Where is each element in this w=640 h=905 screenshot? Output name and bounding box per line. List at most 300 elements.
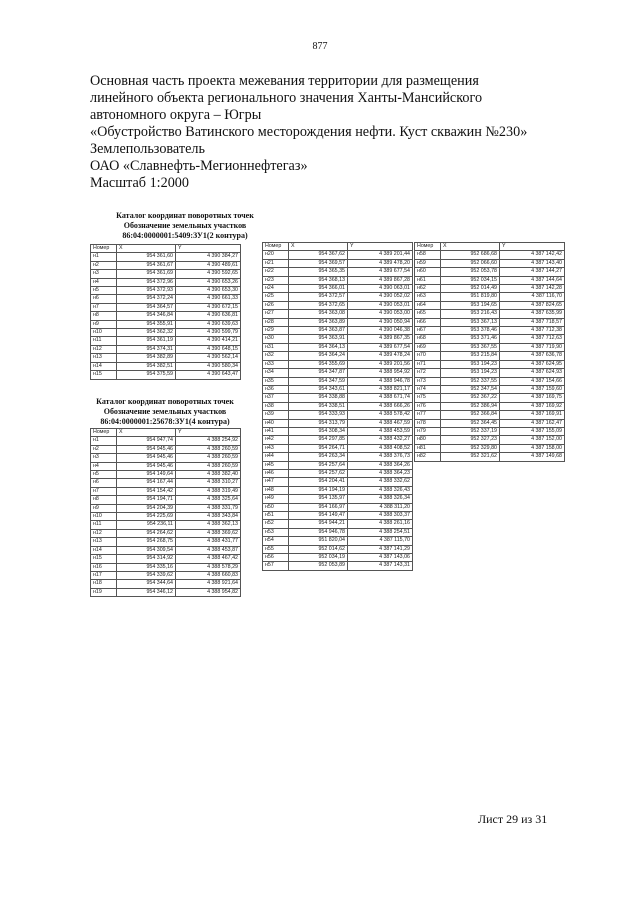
column-header-x: X xyxy=(117,429,176,437)
x-coordinate: 954 335,16 xyxy=(117,563,176,571)
x-coordinate: 954 362,32 xyxy=(117,329,176,337)
column-header-y: Y xyxy=(348,243,413,251)
point-number: н12 xyxy=(91,345,117,353)
point-number: н1 xyxy=(91,253,117,261)
table-row xyxy=(263,562,413,570)
x-coordinate: 952 066,60 xyxy=(441,259,500,267)
table-row xyxy=(263,545,413,553)
point-number: н9 xyxy=(91,320,117,328)
point-number: н2 xyxy=(91,445,117,453)
point-number: н2 xyxy=(91,261,117,269)
table-row xyxy=(263,520,413,528)
y-coordinate: 4 387 635,99 xyxy=(500,310,565,318)
y-coordinate: 4 388 303,37 xyxy=(348,512,413,520)
column-header-number: Номер xyxy=(91,245,117,253)
table-row xyxy=(263,251,413,259)
table-row xyxy=(263,419,413,427)
table-row xyxy=(263,427,413,435)
y-coordinate: 4 388 467,59 xyxy=(348,419,413,427)
x-coordinate: 954 264,62 xyxy=(117,529,176,537)
header-line: Масштаб 1:2000 xyxy=(90,175,189,191)
point-number: н13 xyxy=(91,354,117,362)
table-row xyxy=(415,352,565,360)
table-row xyxy=(91,437,241,445)
table-row xyxy=(263,503,413,511)
y-coordinate: 4 388 408,52 xyxy=(348,444,413,452)
y-coordinate: 4 388 954,82 xyxy=(176,588,241,596)
table-row xyxy=(415,301,565,309)
x-coordinate: 954 346,12 xyxy=(117,588,176,596)
x-coordinate: 951 820,04 xyxy=(289,537,348,545)
y-coordinate: 4 387 144,64 xyxy=(500,276,565,284)
y-coordinate: 4 388 362,13 xyxy=(176,521,241,529)
y-coordinate: 4 390 050,94 xyxy=(348,318,413,326)
point-number: н62 xyxy=(415,285,441,293)
y-coordinate: 4 390 648,15 xyxy=(176,345,241,353)
x-coordinate: 952 347,54 xyxy=(441,385,500,393)
x-coordinate: 953 194,23 xyxy=(441,369,500,377)
table-row xyxy=(91,479,241,487)
point-number: н60 xyxy=(415,268,441,276)
y-coordinate: 4 388 325,64 xyxy=(176,496,241,504)
y-coordinate: 4 388 260,59 xyxy=(176,454,241,462)
y-coordinate: 4 388 453,59 xyxy=(348,427,413,435)
column-header-number: Номер xyxy=(91,429,117,437)
x-coordinate: 954 369,57 xyxy=(289,259,348,267)
table-row xyxy=(263,276,413,284)
y-coordinate: 4 387 141,29 xyxy=(348,545,413,553)
table-row xyxy=(91,529,241,537)
y-coordinate: 4 390 599,79 xyxy=(176,329,241,337)
x-coordinate: 954 361,19 xyxy=(117,337,176,345)
table-row xyxy=(91,454,241,462)
x-coordinate: 952 337,19 xyxy=(441,427,500,435)
table-row xyxy=(415,327,565,335)
table-row xyxy=(415,377,565,385)
page-number: 877 xyxy=(312,41,328,52)
x-coordinate: 952 053,89 xyxy=(289,562,348,570)
y-coordinate: 4 387 824,65 xyxy=(500,301,565,309)
table-row xyxy=(91,563,241,571)
y-coordinate: 4 389 478,20 xyxy=(348,259,413,267)
table-row xyxy=(91,278,241,286)
x-coordinate: 954 346,84 xyxy=(117,312,176,320)
table-row xyxy=(415,259,565,267)
x-coordinate: 952 364,45 xyxy=(441,419,500,427)
point-number: н55 xyxy=(263,545,289,553)
x-coordinate: 954 268,75 xyxy=(117,538,176,546)
point-number: н34 xyxy=(263,369,289,377)
y-coordinate: 4 388 431,77 xyxy=(176,538,241,546)
table-row xyxy=(91,261,241,269)
y-coordinate: 4 387 712,38 xyxy=(500,327,565,335)
x-coordinate: 952 034,19 xyxy=(289,554,348,562)
y-coordinate: 4 387 158,00 xyxy=(500,444,565,452)
point-number: н67 xyxy=(415,327,441,335)
table-row xyxy=(263,512,413,520)
x-coordinate: 952 386,94 xyxy=(441,402,500,410)
table-row xyxy=(263,385,413,393)
table-row xyxy=(91,445,241,453)
y-coordinate: 4 388 453,87 xyxy=(176,546,241,554)
point-number: н17 xyxy=(91,571,117,579)
point-number: н4 xyxy=(91,278,117,286)
table-row xyxy=(263,411,413,419)
x-coordinate: 954 945,46 xyxy=(117,445,176,453)
x-coordinate: 954 382,51 xyxy=(117,362,176,370)
point-number: н28 xyxy=(263,318,289,326)
y-coordinate: 4 388 326,43 xyxy=(348,486,413,494)
table-row xyxy=(263,335,413,343)
point-number: н1 xyxy=(91,437,117,445)
point-number: н53 xyxy=(263,528,289,536)
table-row xyxy=(415,335,565,343)
y-coordinate: 4 389 201,56 xyxy=(348,360,413,368)
y-coordinate: 4 389 478,24 xyxy=(348,352,413,360)
x-coordinate: 954 363,08 xyxy=(289,310,348,318)
table-row xyxy=(91,354,241,362)
x-coordinate: 954 375,59 xyxy=(117,371,176,379)
x-coordinate: 953 194,65 xyxy=(441,301,500,309)
table-row xyxy=(263,469,413,477)
y-coordinate: 4 387 116,70 xyxy=(500,293,565,301)
point-number: н44 xyxy=(263,453,289,461)
point-number: н24 xyxy=(263,285,289,293)
sheet-label: Лист 29 из 31 xyxy=(478,812,548,826)
y-coordinate: 4 388 578,42 xyxy=(348,411,413,419)
table-row xyxy=(91,337,241,345)
point-number: н35 xyxy=(263,377,289,385)
x-coordinate: 954 365,35 xyxy=(289,268,348,276)
y-coordinate: 4 387 719,90 xyxy=(500,343,565,351)
point-number: н21 xyxy=(263,259,289,267)
point-number: н19 xyxy=(91,588,117,596)
point-number: н3 xyxy=(91,454,117,462)
y-coordinate: 4 387 718,57 xyxy=(500,318,565,326)
table-row xyxy=(415,310,565,318)
table-row xyxy=(263,394,413,402)
x-coordinate: 954 944,21 xyxy=(289,520,348,528)
y-coordinate: 4 388 364,23 xyxy=(348,469,413,477)
x-coordinate: 954 149,47 xyxy=(289,512,348,520)
y-coordinate: 4 390 592,65 xyxy=(176,270,241,278)
x-coordinate: 954 366,01 xyxy=(289,285,348,293)
point-number: н6 xyxy=(91,479,117,487)
point-number: н79 xyxy=(415,427,441,435)
point-number: н27 xyxy=(263,310,289,318)
y-coordinate: 4 387 154,66 xyxy=(500,377,565,385)
table-row xyxy=(263,537,413,545)
table-row xyxy=(415,419,565,427)
table-row xyxy=(263,293,413,301)
table-row xyxy=(91,580,241,588)
y-coordinate: 4 390 052,02 xyxy=(348,293,413,301)
table-row xyxy=(263,444,413,452)
table-row xyxy=(91,253,241,261)
y-coordinate: 4 388 260,59 xyxy=(176,445,241,453)
y-coordinate: 4 388 311,20 xyxy=(348,503,413,511)
x-coordinate: 953 194,23 xyxy=(441,360,500,368)
point-number: н18 xyxy=(91,580,117,588)
table-row xyxy=(263,327,413,335)
table-row xyxy=(263,301,413,309)
x-coordinate: 953 378,46 xyxy=(441,327,500,335)
x-coordinate: 954 204,41 xyxy=(289,478,348,486)
table-row xyxy=(263,453,413,461)
y-coordinate: 4 388 261,16 xyxy=(348,520,413,528)
y-coordinate: 4 390 053,00 xyxy=(348,310,413,318)
x-coordinate: 954 368,13 xyxy=(289,276,348,284)
x-coordinate: 954 372,96 xyxy=(117,278,176,286)
point-number: н14 xyxy=(91,362,117,370)
x-coordinate: 954 313,79 xyxy=(289,419,348,427)
x-coordinate: 952 034,15 xyxy=(441,276,500,284)
x-coordinate: 954 344,64 xyxy=(117,580,176,588)
point-number: н32 xyxy=(263,352,289,360)
x-coordinate: 954 364,24 xyxy=(289,352,348,360)
x-coordinate: 954 135,97 xyxy=(289,495,348,503)
x-coordinate: 954 372,65 xyxy=(289,301,348,309)
table-row xyxy=(91,546,241,554)
point-number: н39 xyxy=(263,411,289,419)
y-coordinate: 4 389 867,35 xyxy=(348,335,413,343)
point-number: н71 xyxy=(415,360,441,368)
x-coordinate: 954 372,24 xyxy=(117,295,176,303)
point-number: н56 xyxy=(263,554,289,562)
x-coordinate: 952 014,49 xyxy=(441,285,500,293)
table-row xyxy=(91,521,241,529)
point-number: н82 xyxy=(415,453,441,461)
x-coordinate: 954 333,93 xyxy=(289,411,348,419)
table-row xyxy=(415,385,565,393)
y-coordinate: 4 390 063,01 xyxy=(348,285,413,293)
column-header-y: Y xyxy=(176,429,241,437)
y-coordinate: 4 390 053,01 xyxy=(348,301,413,309)
table-row xyxy=(91,345,241,353)
y-coordinate: 4 388 671,74 xyxy=(348,394,413,402)
table-row xyxy=(415,444,565,452)
y-coordinate: 4 387 636,78 xyxy=(500,352,565,360)
x-coordinate: 954 361,67 xyxy=(117,261,176,269)
table-row xyxy=(415,360,565,368)
point-number: н78 xyxy=(415,419,441,427)
x-coordinate: 954 309,54 xyxy=(117,546,176,554)
point-number: н16 xyxy=(91,563,117,571)
point-number: н23 xyxy=(263,276,289,284)
point-number: н4 xyxy=(91,462,117,470)
x-coordinate: 954 167,44 xyxy=(117,479,176,487)
x-coordinate: 954 166,97 xyxy=(289,503,348,511)
y-coordinate: 4 388 946,78 xyxy=(348,377,413,385)
point-number: н12 xyxy=(91,529,117,537)
x-coordinate: 954 263,34 xyxy=(289,453,348,461)
point-number: н47 xyxy=(263,478,289,486)
table-row xyxy=(263,343,413,351)
y-coordinate: 4 390 672,15 xyxy=(176,303,241,311)
x-coordinate: 954 308,34 xyxy=(289,427,348,435)
coordinates-table-4 xyxy=(414,242,565,462)
table-row xyxy=(91,471,241,479)
point-number: н10 xyxy=(91,513,117,521)
x-coordinate: 954 374,31 xyxy=(117,345,176,353)
point-number: н29 xyxy=(263,327,289,335)
point-number: н48 xyxy=(263,486,289,494)
point-number: н43 xyxy=(263,444,289,452)
y-coordinate: 4 387 144,27 xyxy=(500,268,565,276)
table-row xyxy=(263,352,413,360)
table-row xyxy=(91,496,241,504)
table-row xyxy=(91,588,241,596)
x-coordinate: 954 264,71 xyxy=(289,444,348,452)
y-coordinate: 4 387 169,91 xyxy=(500,411,565,419)
x-coordinate: 954 154,42 xyxy=(117,487,176,495)
x-coordinate: 952 366,84 xyxy=(441,411,500,419)
caption-line: Каталог координат поворотных точек xyxy=(96,397,234,406)
y-coordinate: 4 387 115,70 xyxy=(348,537,413,545)
x-coordinate: 954 204,39 xyxy=(117,504,176,512)
coordinates-table-2 xyxy=(90,428,241,597)
y-coordinate: 4 388 319,49 xyxy=(176,487,241,495)
y-coordinate: 4 388 660,83 xyxy=(176,571,241,579)
y-coordinate: 4 388 432,27 xyxy=(348,436,413,444)
x-coordinate: 954 194,71 xyxy=(117,496,176,504)
y-coordinate: 4 388 369,62 xyxy=(176,529,241,537)
caption-line: Каталог координат поворотных точек xyxy=(116,211,254,220)
x-coordinate: 954 338,51 xyxy=(289,402,348,410)
point-number: н40 xyxy=(263,419,289,427)
y-coordinate: 4 390 636,81 xyxy=(176,312,241,320)
x-coordinate: 954 363,89 xyxy=(289,318,348,326)
y-coordinate: 4 388 578,29 xyxy=(176,563,241,571)
table-row xyxy=(415,251,565,259)
point-number: н59 xyxy=(415,259,441,267)
point-number: н63 xyxy=(415,293,441,301)
x-coordinate: 954 338,88 xyxy=(289,394,348,402)
column-header-y: Y xyxy=(500,243,565,251)
point-number: н51 xyxy=(263,512,289,520)
y-coordinate: 4 387 152,00 xyxy=(500,436,565,444)
table-row xyxy=(91,270,241,278)
point-number: н76 xyxy=(415,402,441,410)
point-number: н15 xyxy=(91,555,117,563)
y-coordinate: 4 390 580,34 xyxy=(176,362,241,370)
y-coordinate: 4 388 954,92 xyxy=(348,369,413,377)
y-coordinate: 4 387 149,68 xyxy=(500,453,565,461)
y-coordinate: 4 388 666,26 xyxy=(348,402,413,410)
y-coordinate: 4 389 677,54 xyxy=(348,268,413,276)
x-coordinate: 954 367,62 xyxy=(289,251,348,259)
x-coordinate: 954 149,64 xyxy=(117,471,176,479)
y-coordinate: 4 387 624,93 xyxy=(500,369,565,377)
point-number: н73 xyxy=(415,377,441,385)
table-row xyxy=(91,555,241,563)
point-number: н31 xyxy=(263,343,289,351)
point-number: н8 xyxy=(91,312,117,320)
x-coordinate: 954 363,91 xyxy=(289,335,348,343)
y-coordinate: 4 387 143,06 xyxy=(348,554,413,562)
point-number: н50 xyxy=(263,503,289,511)
x-coordinate: 954 947,74 xyxy=(117,437,176,445)
y-coordinate: 4 390 562,14 xyxy=(176,354,241,362)
point-number: н3 xyxy=(91,270,117,278)
table-row xyxy=(91,462,241,470)
y-coordinate: 4 390 643,47 xyxy=(176,371,241,379)
table-row xyxy=(91,303,241,311)
y-coordinate: 4 387 162,47 xyxy=(500,419,565,427)
table-row xyxy=(415,436,565,444)
x-coordinate: 952 014,62 xyxy=(289,545,348,553)
y-coordinate: 4 388 376,73 xyxy=(348,453,413,461)
y-coordinate: 4 387 155,09 xyxy=(500,427,565,435)
table-row xyxy=(263,554,413,562)
point-number: н36 xyxy=(263,385,289,393)
point-number: н70 xyxy=(415,352,441,360)
y-coordinate: 4 389 201,44 xyxy=(348,251,413,259)
table-row xyxy=(263,377,413,385)
y-coordinate: 4 388 382,40 xyxy=(176,471,241,479)
x-coordinate: 952 329,80 xyxy=(441,444,500,452)
point-number: н7 xyxy=(91,303,117,311)
point-number: н41 xyxy=(263,427,289,435)
y-coordinate: 4 390 414,21 xyxy=(176,337,241,345)
x-coordinate: 952 321,62 xyxy=(441,453,500,461)
y-coordinate: 4 388 326,34 xyxy=(348,495,413,503)
y-coordinate: 4 387 169,92 xyxy=(500,402,565,410)
point-number: н52 xyxy=(263,520,289,528)
x-coordinate: 952 327,23 xyxy=(441,436,500,444)
x-coordinate: 952 053,78 xyxy=(441,268,500,276)
table-row xyxy=(415,394,565,402)
point-number: н25 xyxy=(263,293,289,301)
table-row xyxy=(263,402,413,410)
point-number: н37 xyxy=(263,394,289,402)
table-row xyxy=(415,402,565,410)
column-header-y: Y xyxy=(176,245,241,253)
point-number: н74 xyxy=(415,385,441,393)
point-number: н68 xyxy=(415,335,441,343)
y-coordinate: 4 387 143,31 xyxy=(348,562,413,570)
x-coordinate: 953 371,46 xyxy=(441,335,500,343)
table-row xyxy=(91,487,241,495)
point-number: н15 xyxy=(91,371,117,379)
point-number: н14 xyxy=(91,546,117,554)
table-row xyxy=(415,276,565,284)
point-number: н6 xyxy=(91,295,117,303)
x-coordinate: 952 337,55 xyxy=(441,377,500,385)
point-number: н10 xyxy=(91,329,117,337)
x-coordinate: 953 367,13 xyxy=(441,318,500,326)
y-coordinate: 4 390 489,61 xyxy=(176,261,241,269)
table-row xyxy=(91,320,241,328)
table-row xyxy=(415,293,565,301)
x-coordinate: 954 945,46 xyxy=(117,454,176,462)
x-coordinate: 954 314,92 xyxy=(117,555,176,563)
point-number: н75 xyxy=(415,394,441,402)
y-coordinate: 4 387 142,42 xyxy=(500,251,565,259)
table-row xyxy=(263,461,413,469)
x-coordinate: 953 216,43 xyxy=(441,310,500,318)
table-row xyxy=(263,369,413,377)
y-coordinate: 4 388 331,79 xyxy=(176,504,241,512)
point-number: н46 xyxy=(263,469,289,477)
x-coordinate: 953 215,84 xyxy=(441,352,500,360)
point-number: н42 xyxy=(263,436,289,444)
header-line: линейного объекта регионального значения Ханты-Мансийского xyxy=(90,90,483,106)
x-coordinate: 954 364,13 xyxy=(289,343,348,351)
y-coordinate: 4 387 159,60 xyxy=(500,385,565,393)
point-number: н72 xyxy=(415,369,441,377)
table-row xyxy=(415,343,565,351)
